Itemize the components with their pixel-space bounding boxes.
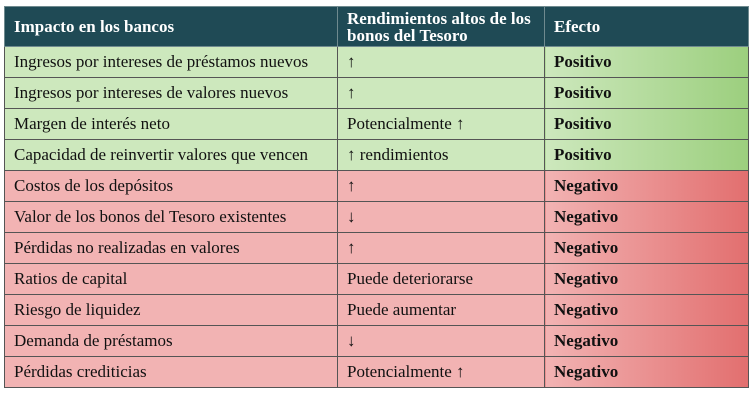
yield-cell: Puede deteriorarse <box>338 264 545 295</box>
table-body <box>5 47 749 388</box>
header-effect: Efecto <box>545 7 749 47</box>
table-row <box>5 233 749 264</box>
table-row <box>5 109 749 140</box>
impact-cell: Ratios de capital <box>5 264 338 295</box>
table-row <box>5 264 749 295</box>
yield-cell: ↑ <box>338 233 545 264</box>
table-row <box>5 202 749 233</box>
yield-cell: ↓ <box>338 326 545 357</box>
yield-cell: Potencialmente ↑ <box>338 109 545 140</box>
effect-cell: Positivo <box>545 47 749 78</box>
impact-table-container <box>4 6 748 388</box>
yield-cell: Potencialmente ↑ <box>338 357 545 388</box>
effect-cell: Negativo <box>545 264 749 295</box>
impact-cell: Capacidad de reinvertir valores que vencen <box>5 140 338 171</box>
header-row <box>5 7 749 47</box>
yield-cell: ↑ <box>338 47 545 78</box>
header-impact: Impacto en los bancos <box>5 7 338 47</box>
impact-cell: Costos de los depósitos <box>5 171 338 202</box>
yield-cell: ↓ <box>338 202 545 233</box>
effect-cell: Negativo <box>545 233 749 264</box>
table-row <box>5 78 749 109</box>
effect-cell: Negativo <box>545 295 749 326</box>
yield-cell: ↑ rendimientos <box>338 140 545 171</box>
effect-cell: Negativo <box>545 202 749 233</box>
impact-cell: Riesgo de liquidez <box>5 295 338 326</box>
yield-cell: Puede aumentar <box>338 295 545 326</box>
table-row <box>5 295 749 326</box>
effect-cell: Positivo <box>545 109 749 140</box>
effect-cell: Negativo <box>545 357 749 388</box>
impact-cell: Demanda de préstamos <box>5 326 338 357</box>
yield-cell: ↑ <box>338 171 545 202</box>
table-row <box>5 171 749 202</box>
impact-cell: Ingresos por intereses de valores nuevos <box>5 78 338 109</box>
yield-cell: ↑ <box>338 78 545 109</box>
impact-cell: Pérdidas crediticias <box>5 357 338 388</box>
table-row <box>5 357 749 388</box>
effect-cell: Negativo <box>545 326 749 357</box>
table-row <box>5 47 749 78</box>
impact-cell: Margen de interés neto <box>5 109 338 140</box>
impact-cell: Pérdidas no realizadas en valores <box>5 233 338 264</box>
effect-cell: Negativo <box>545 171 749 202</box>
effect-cell: Positivo <box>545 140 749 171</box>
impact-table <box>4 6 749 388</box>
impact-cell: Valor de los bonos del Tesoro existentes <box>5 202 338 233</box>
impact-cell: Ingresos por intereses de préstamos nuevos <box>5 47 338 78</box>
table-row <box>5 326 749 357</box>
table-row <box>5 140 749 171</box>
header-yield: Rendimientos altos de los bonos del Tesoro <box>338 7 545 47</box>
effect-cell: Positivo <box>545 78 749 109</box>
